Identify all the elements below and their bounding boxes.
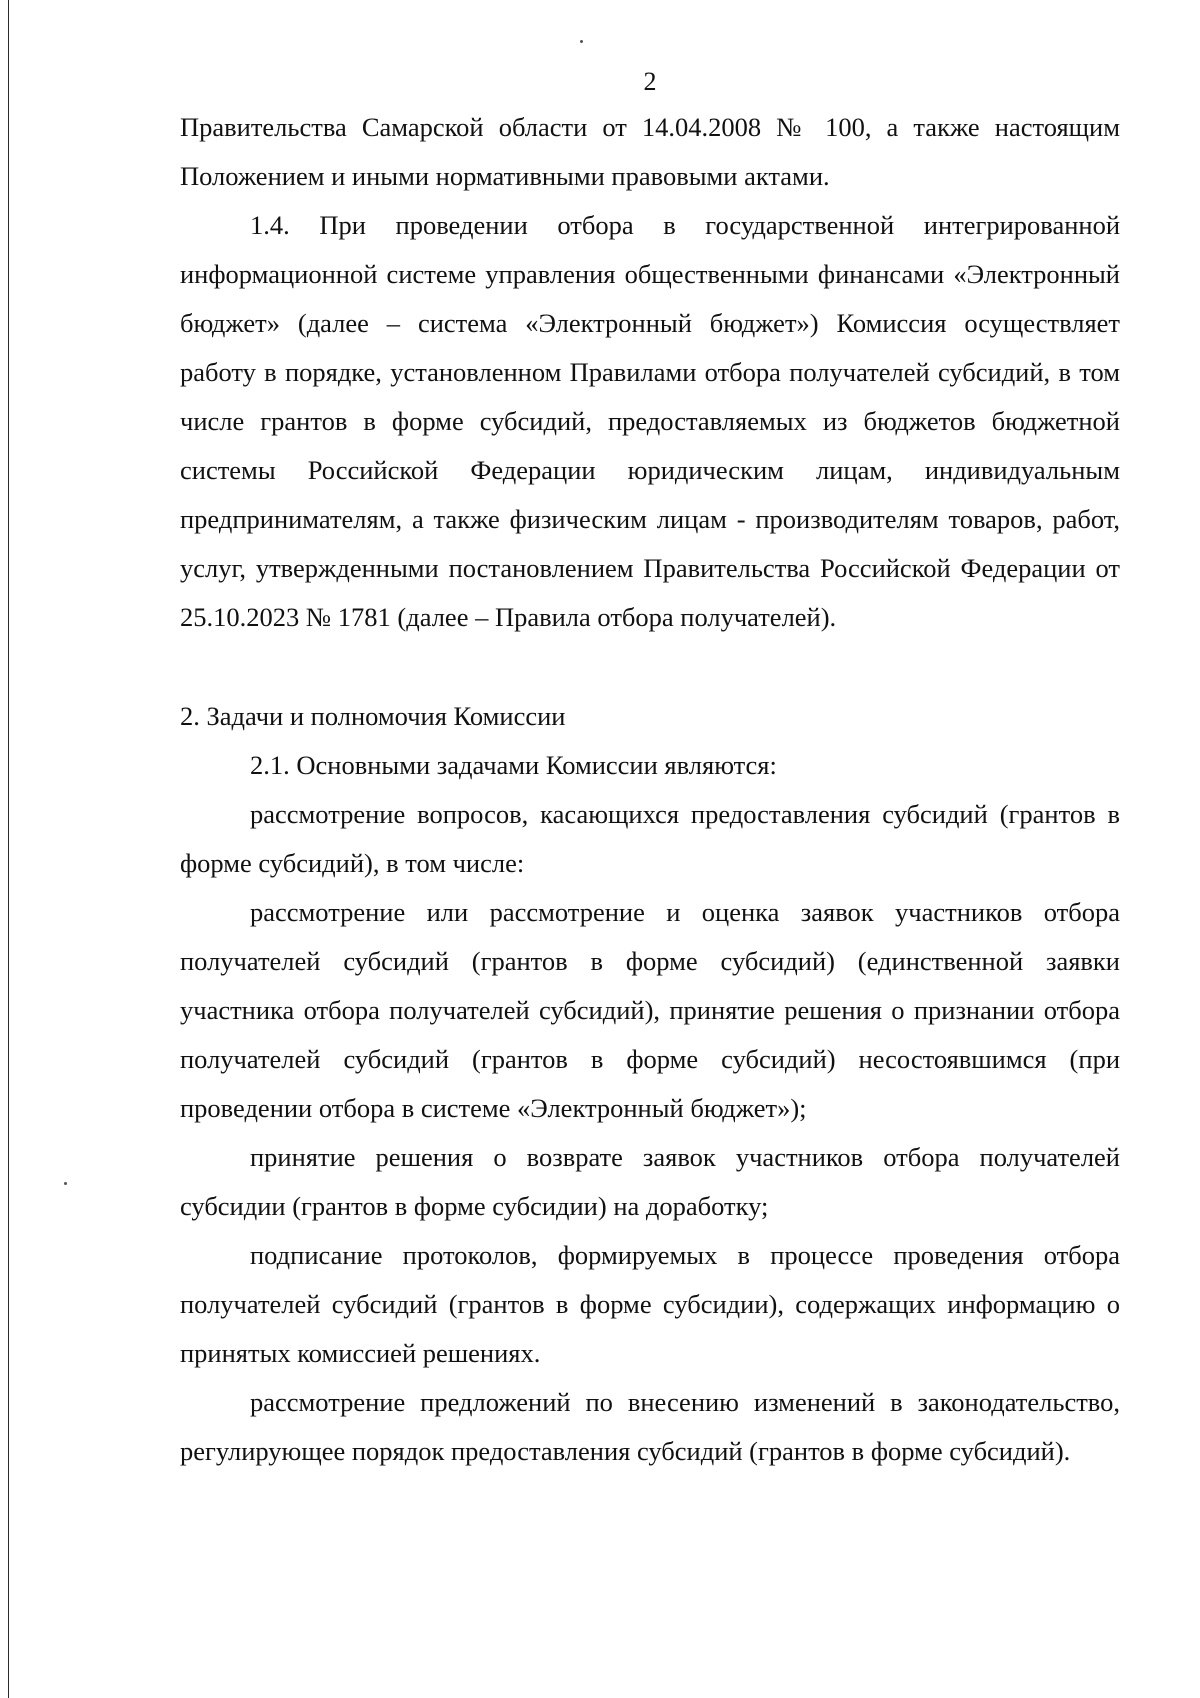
document-body <box>180 103 1120 1476</box>
section-heading: 2. Задачи и полномочия Комиссии <box>180 701 566 731</box>
list-item-review-applications: рассмотрение или рассмотрение и оценка заявок участников отбора получателей субсидий (грантов в форме субсидий) (единственной заявки участника отбора получателей субсидий), принятие решения о признании отбора получателей субсидий (грантов в форме субсидий) несостоявшимся (при проведении отбора в системе «Электронный бюджет»); <box>180 897 1120 1123</box>
list-item-sign-protocols: подписание протоколов, формируемых в процессе проведения отбора получателей субсидий (грантов в форме субсидии), содержащих информацию о принятых комиссией решениях. <box>180 1240 1120 1368</box>
list-item-review-questions: рассмотрение вопросов, касающихся предоставления субсидий (грантов в форме субсидий), в том числе: <box>180 799 1120 878</box>
page-edge-line <box>8 0 9 1698</box>
list-item-review-proposals: рассмотрение предложений по внесению изменений в законодательство, регулирующее порядок предоставления субсидий (грантов в форме субсидий). <box>180 1387 1120 1466</box>
scan-speck <box>64 1182 67 1185</box>
list-item-return-applications: принятие решения о возврате заявок участников отбора получателей субсидии (грантов в форме субсидии) на доработку; <box>180 1142 1120 1221</box>
paragraph-2-1: 2.1. Основными задачами Комиссии являются: <box>250 750 777 780</box>
paragraph-continuation: Правительства Самарской области от 14.04.2008 № 100, а также настоящим Положением и иными нормативными правовыми актами. <box>180 112 1120 191</box>
page-number: 2 <box>643 67 657 96</box>
scan-speck <box>580 40 583 43</box>
paragraph-1-4: 1.4. При проведении отбора в государственной интегрированной информационной системе управления общественными финансами «Электронный бюджет» (далее – система «Электронный бюджет») Комиссия осуществляет работу в порядке, установленном Правилами отбора получателей субсидий, в том числе грантов в форме субсидий, предоставляемых из бюджетов бюджетной системы Российской Федерации юридическим лицам, индивидуальным предпринимателям, а также физическим лицам - производителям товаров, работ, услуг, утвержденными постановлением Правительства Российской Федерации от 25.10.2023 № 1781 (далее – Правила отбора получателей). <box>180 210 1120 632</box>
